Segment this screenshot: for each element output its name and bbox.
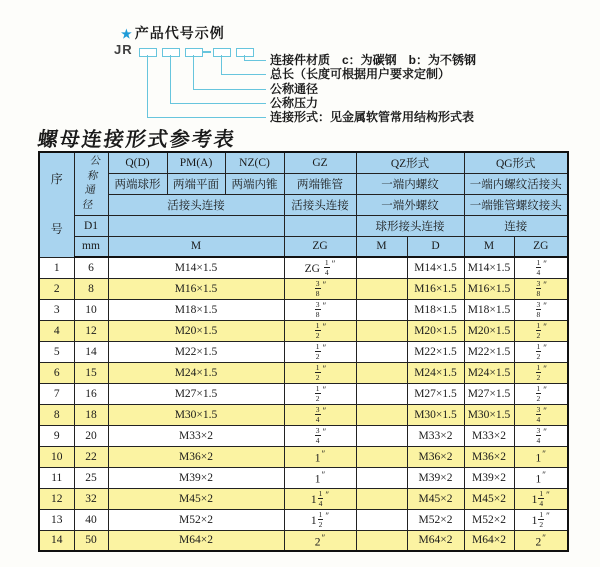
table-cell: M20×1.5 [108,320,284,341]
table-cell [356,467,407,488]
table-cell: 2″ [284,530,356,551]
table-row [39,383,568,404]
header-conn-qpn: 活接头连接 [108,194,284,215]
header-form-pm: PM(A) [167,152,225,173]
table-row [39,446,568,467]
table-cell: 6 [39,362,74,383]
header-form-qg: QG形式 [464,152,568,173]
table-cell: $\frac{3}{8}$ ″ [514,299,568,320]
header-unit-qg-m: M [464,236,514,257]
table-cell: M33×2 [464,425,514,446]
table-cell: M45×2 [108,488,284,509]
table-row [39,278,568,299]
header-conn-qg: 一端锥管螺纹接头 [464,194,568,215]
code-box-1 [139,48,157,57]
table-cell: M18×1.5 [108,299,284,320]
table-cell: 1″ [514,467,568,488]
connector-line [147,117,266,118]
table-cell [356,446,407,467]
code-box-2 [162,48,180,57]
table-cell: 1 $\frac{1}{2}$ ″ [284,509,356,530]
table-cell: 18 [74,404,108,425]
table-cell: M18×1.5 [407,299,464,320]
table-cell: $\frac{1}{2}$ ″ [514,320,568,341]
table-cell: M14×1.5 [108,257,284,278]
table-cell: 50 [74,530,108,551]
table-row [39,299,568,320]
connector-line [147,55,148,118]
product-code-heading [121,23,225,43]
table-cell: ZG $\frac{1}{4}$ ″ [284,257,356,278]
table-cell: $\frac{1}{2}$ ″ [514,341,568,362]
table-cell: M16×1.5 [464,278,514,299]
table-cell: M39×2 [108,467,284,488]
table-cell: 1 $\frac{1}{2}$ ″ [514,509,568,530]
table-cell: 1″ [284,467,356,488]
table-cell: M18×1.5 [464,299,514,320]
header-unit-qz-m: M [356,236,407,257]
header-desc-qz: 一端内螺纹 [356,173,464,194]
table-cell: M52×2 [108,509,284,530]
table-cell: M39×2 [464,467,514,488]
table-cell: 14 [74,341,108,362]
table-row [39,404,568,425]
table-cell: M52×2 [407,509,464,530]
table-row [39,320,568,341]
code-box-4 [213,48,231,57]
header-unit-qz-d: D [407,236,464,257]
connector-line [221,74,266,75]
code-box-3 [185,48,203,57]
table-cell: 32 [74,488,108,509]
table-cell: 2 [39,278,74,299]
table-row [39,467,568,488]
code-label-material: 连接件材质 c：为碳钢 b：为不锈钢 [270,53,477,67]
table-cell: $\frac{3}{4}$ ″ [284,425,356,446]
table-row [39,257,568,278]
code-label-pressure: 公称压力 [270,96,319,110]
table-cell: M20×1.5 [464,320,514,341]
table-cell: $\frac{3}{4}$ ″ [514,404,568,425]
connector-line [221,55,222,75]
table-cell: M30×1.5 [407,404,464,425]
table-cell: M33×2 [407,425,464,446]
table-cell: M36×2 [108,446,284,467]
header-form-qz: QZ形式 [356,152,464,173]
table-cell: $\frac{1}{2}$ ″ [514,383,568,404]
table-cell: $\frac{3}{8}$ ″ [284,278,356,299]
table-cell [356,530,407,551]
header-form-gz: GZ [284,152,356,173]
table-cell: 22 [74,446,108,467]
table-title: 螺母连接形式参考表 [36,127,238,151]
table-cell: $\frac{3}{4}$ ″ [514,425,568,446]
header-empty-cell [108,215,284,236]
table-cell [356,362,407,383]
header-desc-gz: 两端锥管 [284,173,356,194]
table-cell: $\frac{1}{2}$ ″ [514,362,568,383]
header-dn: 公 称 通 径 [74,152,108,215]
table-cell [356,320,407,341]
table-cell: M27×1.5 [108,383,284,404]
table-cell: M24×1.5 [108,362,284,383]
table-cell: 1 [39,257,74,278]
table-cell: M16×1.5 [407,278,464,299]
header-desc-nz: 两端内锥 [225,173,284,194]
table-cell: $\frac{1}{2}$ ″ [284,320,356,341]
table-cell: M24×1.5 [464,362,514,383]
table-cell: 5 [39,341,74,362]
table-cell [356,404,407,425]
table-cell: 8 [74,278,108,299]
table-cell: 16 [74,383,108,404]
code-label-length: 总长（长度可根据用户要求定制） [270,67,451,81]
table-cell [356,509,407,530]
table-cell: M30×1.5 [108,404,284,425]
header-desc-qg: 一端内螺纹活接头 [464,173,568,194]
table-cell: 40 [74,509,108,530]
table-cell: $\frac{3}{8}$ ″ [514,278,568,299]
connector-line [170,55,171,104]
header-desc-pm: 两端平面 [167,173,225,194]
star-icon: ★ [121,27,133,41]
table-cell: $\frac{1}{2}$ ″ [284,341,356,362]
header-conn-qz: 一端外螺纹 [356,194,464,215]
table-cell: M27×1.5 [464,383,514,404]
table-head [39,152,568,257]
header-mm: mm [74,236,108,257]
table-cell: M64×2 [464,530,514,551]
code-prefix: JR [114,42,133,57]
table-cell: 14 [39,530,74,551]
table-cell: M64×2 [108,530,284,551]
connector-line [244,60,266,61]
table-cell: M16×1.5 [108,278,284,299]
code-label-diameter: 公称通径 [270,82,319,96]
table-cell: M36×2 [407,446,464,467]
table-cell: 25 [74,467,108,488]
code-dash [203,51,211,53]
table-cell: $\frac{1}{4}$ ″ [514,257,568,278]
table-cell [356,257,407,278]
table-cell: M33×2 [108,425,284,446]
table-cell: $\frac{1}{2}$ ″ [284,362,356,383]
table-row [39,341,568,362]
table-cell: 20 [74,425,108,446]
table-cell: M39×2 [407,467,464,488]
table-cell: M14×1.5 [464,257,514,278]
table-cell: 6 [74,257,108,278]
table-cell: 10 [39,446,74,467]
header-join-qz: 球形接头连接 [356,215,464,236]
header-desc-qd: 两端球形 [108,173,167,194]
connector-line [193,55,194,90]
table-cell: $\frac{1}{2}$ ″ [284,383,356,404]
table-cell [356,278,407,299]
table-cell: M20×1.5 [407,320,464,341]
table-cell [356,383,407,404]
header-empty-cell [284,215,356,236]
table-cell: $\frac{3}{4}$ ″ [284,404,356,425]
table-cell [356,425,407,446]
table-cell: $\frac{3}{8}$ ″ [284,299,356,320]
table-cell: 8 [39,404,74,425]
table-cell: M22×1.5 [407,341,464,362]
table-cell: M64×2 [407,530,464,551]
table-body [39,257,568,551]
table-cell: 13 [39,509,74,530]
table-cell: M45×2 [407,488,464,509]
table-row [39,425,568,446]
table-cell: M27×1.5 [407,383,464,404]
table-cell [356,299,407,320]
table-cell: M52×2 [464,509,514,530]
connector-line [170,103,266,104]
table-row [39,509,568,530]
header-conn-gz: 活接头连接 [284,194,356,215]
connector-line [193,89,266,90]
table-row [39,530,568,551]
table-cell: 1″ [514,446,568,467]
table-cell: 7 [39,383,74,404]
header-unit-m-wide: M [108,236,284,257]
table-cell: M36×2 [464,446,514,467]
table-cell: 3 [39,299,74,320]
table-cell: 1 $\frac{1}{4}$ ″ [284,488,356,509]
header-unit-qg-zg: ZG [514,236,568,257]
table-cell: M22×1.5 [108,341,284,362]
table-row [39,488,568,509]
table-cell: M22×1.5 [464,341,514,362]
table-cell: 1″ [284,446,356,467]
table-cell: M24×1.5 [407,362,464,383]
header-d1: D1 [74,215,108,236]
table-cell: 11 [39,467,74,488]
header-unit-zg: ZG [284,236,356,257]
code-label-conn-form: 连接形式：见金属软管常用结构形式表 [270,110,475,124]
header-form-nz: NZ(C) [225,152,284,173]
table-cell: 2″ [514,530,568,551]
header-form-qd: Q(D) [108,152,167,173]
table-cell: M30×1.5 [464,404,514,425]
table-cell: 9 [39,425,74,446]
table-cell: 1 $\frac{1}{4}$ ″ [514,488,568,509]
table-cell: M14×1.5 [407,257,464,278]
table-cell: 12 [74,320,108,341]
table-cell: 10 [74,299,108,320]
table-cell [356,341,407,362]
table-row [39,362,568,383]
table-cell: 15 [74,362,108,383]
header-seq: 序 号 [39,152,74,257]
table-cell: 4 [39,320,74,341]
product-code-heading-text: 产品代号示例 [134,25,225,41]
code-box-5 [236,48,254,57]
nut-connection-table [38,151,569,552]
table-cell: M45×2 [464,488,514,509]
table-cell: 12 [39,488,74,509]
table-cell [356,488,407,509]
header-join-qg: 连接 [464,215,568,236]
